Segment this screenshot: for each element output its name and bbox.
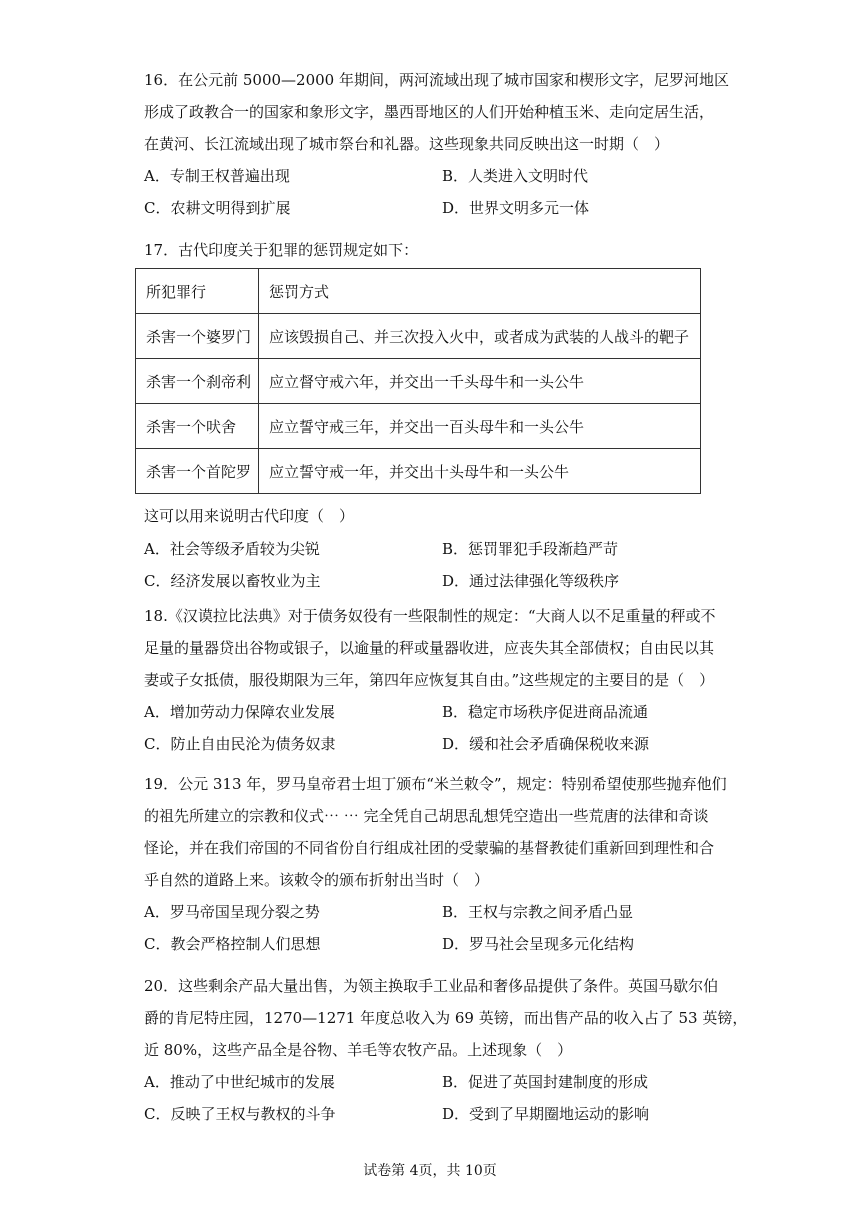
question-20-option-c[interactable]: C．反映了王权与教权的斗争 [144, 1105, 336, 1123]
question-16-option-a[interactable]: A．专制王权普遍出现 [144, 167, 290, 185]
table-cell-crime: 杀害一个刹帝利 [136, 359, 259, 404]
question-19-options-row-2 [144, 928, 714, 960]
question-17-option-a[interactable]: A．社会等级矛盾较为尖锐 [144, 540, 320, 558]
table-cell-punishment: 应该毁损自己、并三次投入火中，或者成为武装的人战斗的靶子 [259, 314, 701, 359]
question-17-option-b[interactable]: B．惩罚罪犯手段渐趋严苛 [442, 540, 619, 558]
question-17-intro-block [144, 234, 714, 266]
question-19-line-4: 乎自然的道路上来。该敕令的颁布折射出当时（ ） [144, 871, 490, 889]
question-20-option-b[interactable]: B．促进了英国封建制度的形成 [442, 1073, 649, 1091]
question-18-line-1: 18.《汉谟拉比法典》对于债务奴役有一些限制性的规定：“大商人以不足重量的秤或不 [144, 607, 716, 625]
table-row [136, 449, 701, 494]
question-19-option-b[interactable]: B．王权与宗教之间矛盾凸显 [442, 903, 634, 921]
table-header-crime: 所犯罪行 [136, 269, 259, 314]
table-header-row [136, 269, 701, 314]
question-17-stem-block [144, 500, 714, 597]
question-20-options-row-1 [144, 1066, 714, 1098]
question-19-options-row-1 [144, 896, 714, 928]
question-16-options-row-1 [144, 160, 714, 192]
question-17-intro: 17．古代印度关于犯罪的惩罚规定如下： [144, 241, 419, 259]
question-19-option-a[interactable]: A．罗马帝国呈现分裂之势 [144, 903, 320, 921]
page-footer: 试卷第 4页，共 10页 [363, 1163, 497, 1179]
table-cell-crime: 杀害一个首陀罗 [136, 449, 259, 494]
question-18-option-a[interactable]: A．增加劳动力保障农业发展 [144, 703, 335, 721]
question-20-option-a[interactable]: A．推动了中世纪城市的发展 [144, 1073, 335, 1091]
question-17-options-row-1 [144, 533, 714, 565]
question-16-line-2: 形成了政教合一的国家和象形文字，墨西哥地区的人们开始种植玉米、走向定居生活， [144, 103, 715, 121]
question-19 [144, 768, 727, 960]
question-16-options-row-2 [144, 192, 714, 224]
question-17-option-d[interactable]: D．通过法律强化等级秩序 [442, 572, 620, 590]
table-cell-crime: 杀害一个婆罗门 [136, 314, 259, 359]
question-20-line-2: 爵的肯尼特庄园，1270—1271 年度总收入为 69 英镑，而出售产品的收入占了 53 英镑， [144, 1009, 748, 1027]
question-18-line-2: 足量的量器贷出谷物或银子，以逾量的秤或量器收进，应丧失其全部债权；自由民以其 [144, 639, 715, 657]
question-17-options-row-2 [144, 565, 714, 597]
question-16 [144, 64, 729, 224]
question-18-options-row-1 [144, 696, 714, 728]
question-19-line-2: 的祖先所建立的宗教和仪式⋯ ⋯ 完全凭自己胡思乱想凭空造出一些荒唐的法律和奇谈 [144, 807, 709, 825]
question-20-options-row-2 [144, 1098, 714, 1130]
question-20-line-3: 近 80%，这些产品全是谷物、羊毛等农牧产品。上述现象（ ） [144, 1041, 573, 1059]
question-18-option-d[interactable]: D．缓和社会矛盾确保税收来源 [442, 735, 650, 753]
table-cell-crime: 杀害一个吠舍 [136, 404, 259, 449]
question-16-line-3: 在黄河、长江流域出现了城市祭台和礼器。这些现象共同反映出这一时期（ ） [144, 135, 670, 153]
question-17-option-c[interactable]: C．经济发展以畜牧业为主 [144, 572, 321, 590]
question-18-option-b[interactable]: B．稳定市场秩序促进商品流通 [442, 703, 649, 721]
question-18-options-row-2 [144, 728, 714, 760]
table-row [136, 404, 701, 449]
question-16-option-c[interactable]: C．农耕文明得到扩展 [144, 199, 291, 217]
question-19-option-d[interactable]: D．罗马社会呈现多元化结构 [442, 935, 635, 953]
question-20 [144, 970, 748, 1130]
table-row [136, 314, 701, 359]
question-19-option-c[interactable]: C．教会严格控制人们思想 [144, 935, 321, 953]
question-19-line-1: 19．公元 313 年，罗马皇帝君士坦丁颁布“米兰敕令”，规定：特别希望使那些抛弃他们 [144, 775, 727, 793]
table-cell-punishment: 应立誓守戒一年，并交出十头母牛和一头公牛 [259, 449, 701, 494]
question-16-option-d[interactable]: D．世界文明多元一体 [442, 199, 590, 217]
table-cell-punishment: 应立督守戒六年，并交出一千头母牛和一头公牛 [259, 359, 701, 404]
question-20-line-1: 20．这些剩余产品大量出售，为领主换取手工业品和奢侈品提供了条件。英国马歇尔伯 [144, 977, 719, 995]
question-18-line-3: 妻或子女抵债，服役期限为三年，第四年应恢复其自由。”这些规定的主要目的是（ ） [144, 671, 715, 689]
question-16-line-1: 16．在公元前 5000—2000 年期间，两河流域出现了城市国家和楔形文字，尼罗河地区 [144, 71, 729, 89]
punishment-table [135, 268, 701, 494]
question-18 [144, 600, 714, 760]
question-19-line-3: 怪论，并在我们帝国的不同省份自行组成社团的受蒙骗的基督教徒们重新回到理性和合 [144, 839, 715, 857]
table-cell-punishment: 应立誓守戒三年，并交出一百头母牛和一头公牛 [259, 404, 701, 449]
question-18-option-c[interactable]: C．防止自由民沦为债务奴隶 [144, 735, 336, 753]
table-header-punishment: 惩罚方式 [259, 269, 701, 314]
question-17-stem: 这可以用来说明古代印度（ ） [144, 507, 355, 525]
question-20-option-d[interactable]: D．受到了早期圈地运动的影响 [442, 1105, 650, 1123]
table-row [136, 359, 701, 404]
question-16-option-b[interactable]: B．人类进入文明时代 [442, 167, 589, 185]
